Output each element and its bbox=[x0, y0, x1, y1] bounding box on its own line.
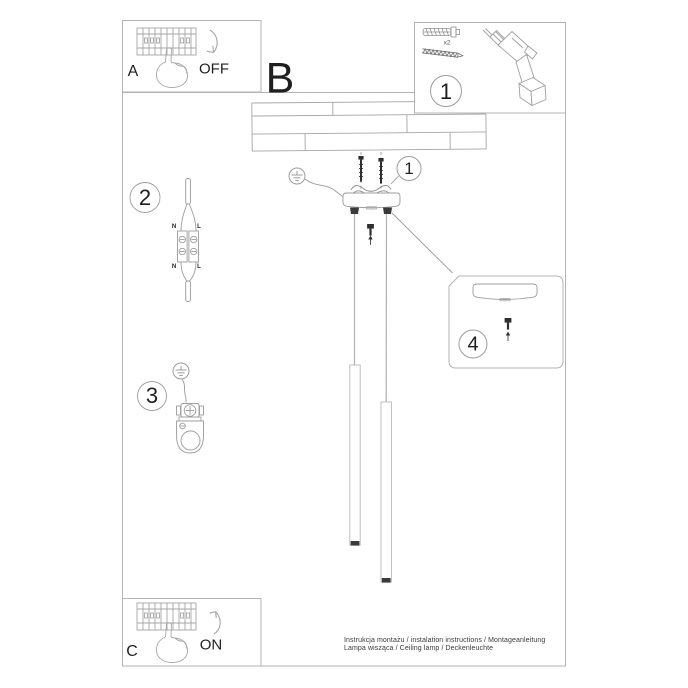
footer-text bbox=[344, 637, 545, 653]
locking-screw-icon bbox=[367, 224, 374, 245]
wire-label-n-top: N bbox=[171, 224, 177, 230]
box-c-state: ON bbox=[199, 636, 223, 654]
step-1-number: 1 bbox=[439, 79, 453, 104]
cable-gland bbox=[383, 208, 392, 215]
ground-wire bbox=[182, 380, 186, 403]
step-4-number: 4 bbox=[467, 333, 479, 356]
wire-label-l-bottom: L bbox=[197, 264, 201, 270]
footer-line-1: Instrukcja montażu / instalation instructions / Montageanleitung bbox=[344, 637, 546, 644]
ground-leader-line bbox=[305, 179, 344, 197]
tools-box bbox=[415, 23, 566, 114]
pendant-tube-icon bbox=[381, 402, 391, 582]
box-a-state: OFF bbox=[199, 60, 229, 78]
step-1-callout-number: 1 bbox=[404, 159, 414, 178]
wire-label-l-top: L bbox=[197, 224, 201, 230]
ground-icon bbox=[173, 363, 189, 379]
breaker-box-a bbox=[123, 21, 262, 93]
section-b-label: B bbox=[265, 54, 295, 103]
canopy-icon bbox=[343, 193, 400, 214]
mounting-screw-icon bbox=[378, 158, 383, 184]
step-3-number: 3 bbox=[145, 383, 159, 408]
footer-line-2: Lampa wisząca / Ceiling lamp / Deckenleuchte bbox=[344, 644, 494, 652]
ground-icon bbox=[289, 168, 305, 184]
tube-end-cap bbox=[382, 578, 391, 583]
terminal-block-icon bbox=[178, 231, 199, 262]
earth-clamp-icon bbox=[177, 404, 204, 454]
box-c-label: C bbox=[126, 643, 138, 660]
cable-gland bbox=[350, 208, 359, 215]
wire-label-n-bottom: N bbox=[171, 264, 177, 270]
breaker-box-c bbox=[123, 599, 262, 667]
detail-leader-line bbox=[392, 213, 453, 273]
pendant-tube-icon bbox=[350, 365, 360, 545]
tube-end-cap bbox=[351, 541, 360, 546]
canopy-icon bbox=[473, 284, 537, 301]
canopy-detail-box bbox=[449, 276, 563, 368]
anchor-quantity: x2 bbox=[443, 39, 451, 47]
box-a-label: A bbox=[127, 63, 139, 80]
pendant-lamps bbox=[350, 214, 392, 583]
supply-cable bbox=[186, 179, 191, 205]
lamp-cable bbox=[186, 281, 191, 302]
step-2-number: 2 bbox=[138, 185, 152, 210]
mounting-screw-icon bbox=[358, 156, 363, 182]
